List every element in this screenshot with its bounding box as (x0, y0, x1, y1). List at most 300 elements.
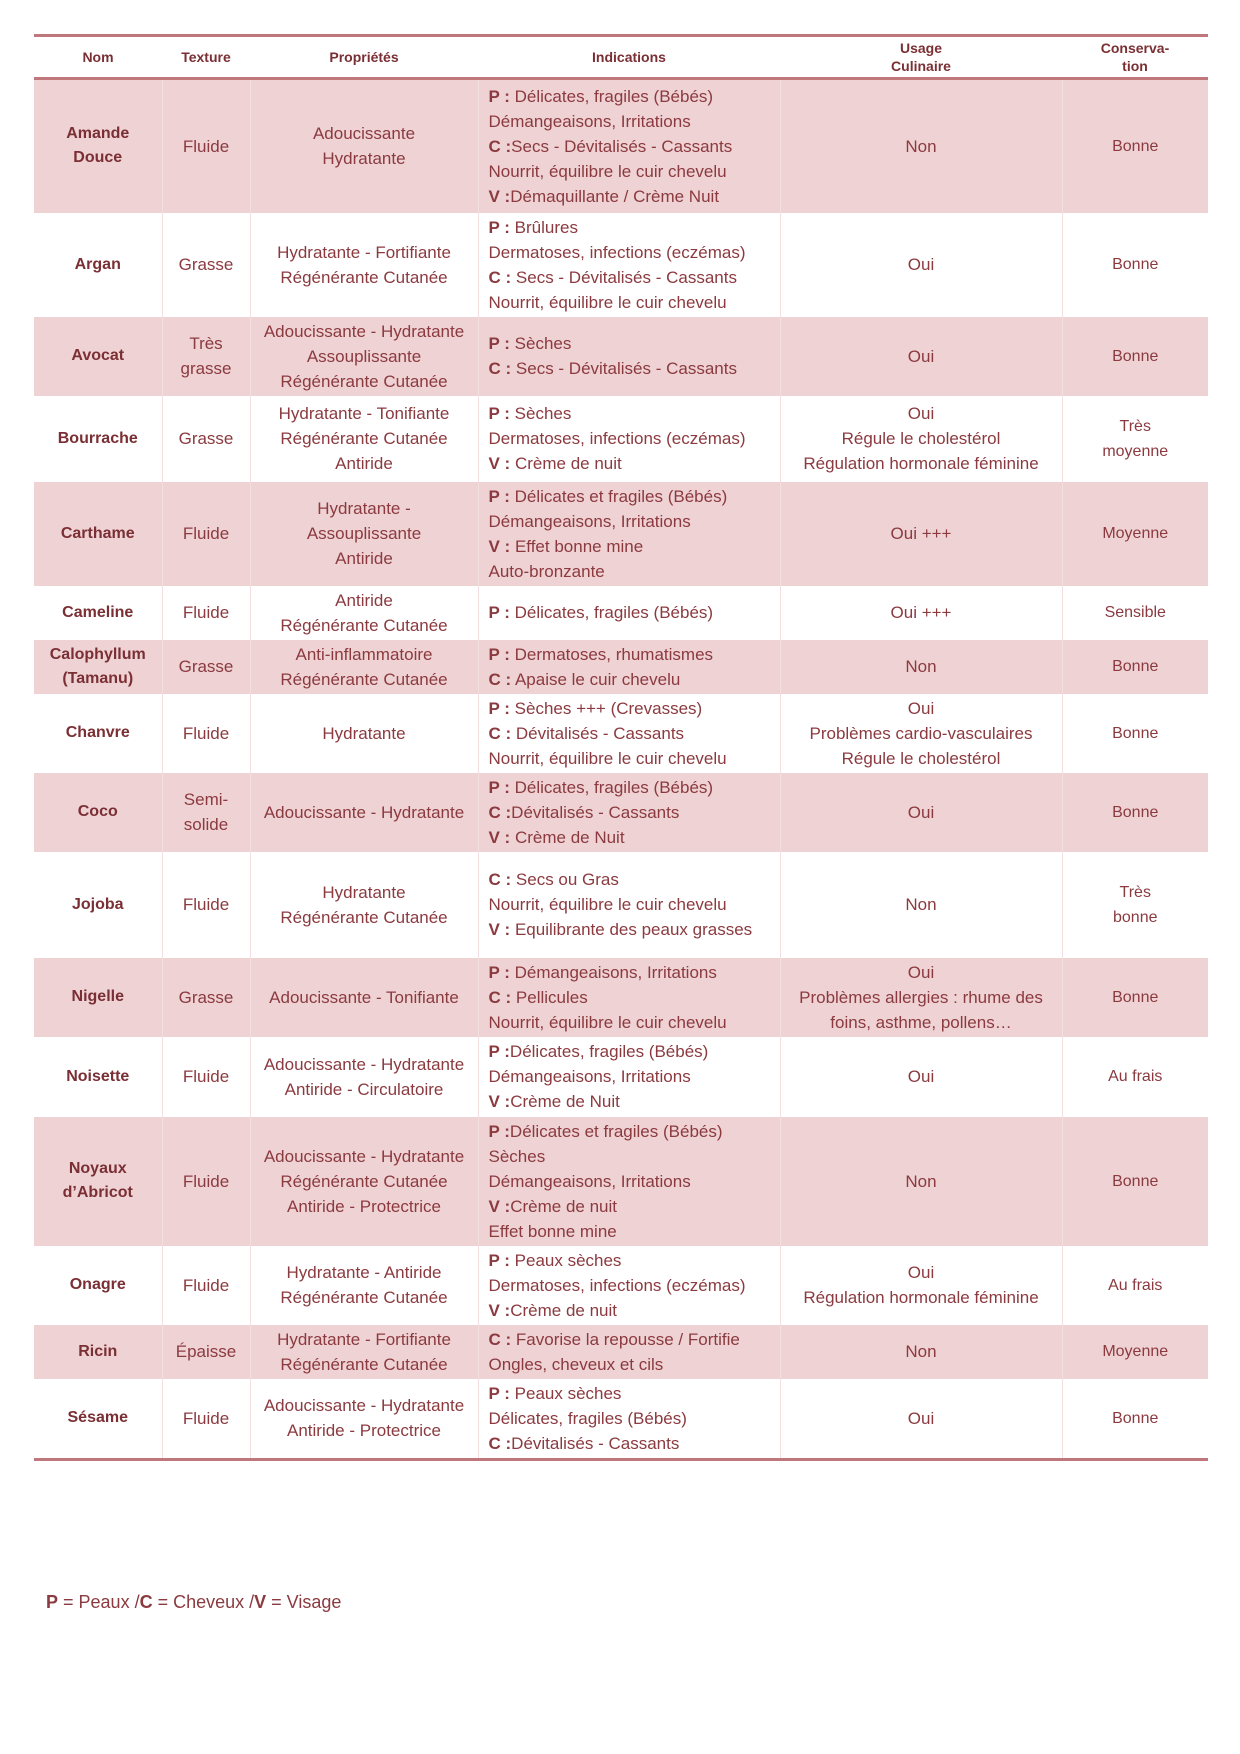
cell-conservation-line: bonne (1113, 908, 1158, 926)
cell-texture-line: grasse (180, 359, 232, 378)
cell-texture-line: Fluide (182, 603, 230, 622)
cell-usage-line: Non (905, 895, 937, 914)
cell-texture (162, 586, 250, 640)
indication-text: Equilibrante des peaux grasses (510, 920, 753, 939)
cell-texture-line: Épaisse (175, 1342, 237, 1361)
cell-proprietes-line: Anti-inflammatoire (295, 644, 433, 664)
cell-texture-line: Grasse (178, 255, 234, 274)
header-nom: Nom (82, 49, 114, 65)
cell-conservation (1062, 958, 1208, 1037)
indication-line (489, 1273, 776, 1298)
indication-line (489, 1064, 776, 1089)
indication-text: Nourrit, équilibre le cuir chevelu (488, 1012, 727, 1032)
indication-line (489, 401, 776, 426)
header-indications: Indications (592, 49, 666, 65)
cell-texture-line: solide (183, 815, 229, 834)
indication-text: Crème de nuit (510, 1300, 618, 1320)
cell-proprietes-line: Régénérante Cutanée (280, 371, 448, 391)
table-row (34, 852, 1208, 958)
cell-nom (34, 958, 162, 1037)
cell-proprietes-line: Régénérante Cutanée (280, 615, 448, 635)
cell-proprietes-line: Hydratante - Tonifiante (278, 404, 450, 423)
cell-usage (780, 694, 1062, 773)
indication-text: Secs ou Gras (511, 870, 619, 889)
cell-nom (34, 640, 162, 694)
cell-proprietes-line: Adoucissante - Hydratante (263, 1396, 465, 1415)
cell-texture-line: Fluide (182, 1171, 230, 1191)
indication-text: Peaux sèches (509, 1250, 622, 1270)
indication-line (489, 215, 776, 240)
cell-usage-line: Oui (907, 962, 935, 982)
cell-usage (780, 640, 1062, 694)
cell-proprietes (250, 317, 478, 396)
cell-nom-line: d’Abricot (62, 1184, 133, 1201)
indication-text: Dermatoses, infections (eczémas) (488, 1275, 746, 1295)
cell-usage-line: Non (905, 1342, 937, 1361)
cell-proprietes-line: Adoucissante - Tonifiante (269, 987, 459, 1007)
table-row (34, 773, 1208, 852)
cell-usage (780, 1246, 1062, 1325)
indication-text: Sèches (509, 334, 572, 353)
cell-conservation-line: Bonne (1112, 256, 1159, 273)
indication-line (489, 1144, 776, 1169)
cell-proprietes (250, 852, 478, 958)
indication-line (489, 1248, 776, 1273)
indication-line (489, 696, 776, 721)
cell-texture (162, 1379, 250, 1460)
cell-texture (162, 79, 250, 213)
cell-nom-line: Douce (73, 149, 123, 167)
cell-proprietes (250, 640, 478, 694)
indication-label: P : (488, 1250, 510, 1270)
indication-line (489, 600, 776, 625)
table-body (34, 79, 1208, 1460)
cell-proprietes-line: Hydratante - Antiride (286, 1263, 442, 1282)
cell-nom (34, 773, 162, 852)
indication-text: Dévitalisés - Cassants (511, 1433, 680, 1453)
cell-proprietes-line: Régénérante Cutanée (280, 1354, 448, 1374)
cell-proprietes-line: Régénérante Cutanée (280, 1171, 448, 1191)
cell-texture-line: Fluide (182, 524, 230, 543)
cell-nom-line: Amande (66, 125, 130, 143)
cell-conservation (1062, 1325, 1208, 1379)
cell-proprietes-line: Régénérante Cutanée (280, 267, 448, 287)
indication-label: C : (488, 1433, 512, 1453)
indication-text: Nourrit, équilibre le cuir chevelu (488, 895, 727, 914)
header-usage-line: Usage (899, 40, 943, 56)
indication-line (489, 1089, 776, 1114)
cell-proprietes (250, 1379, 478, 1460)
cell-texture-line: Grasse (178, 987, 234, 1007)
cell-proprietes-line: Antiride - Protectrice (287, 1421, 441, 1440)
cell-texture-line: Semi- (183, 790, 229, 809)
table-row (34, 396, 1208, 482)
cell-nom (34, 852, 162, 958)
indication-line (489, 867, 776, 892)
cell-usage-line: Régulation hormonale féminine (803, 1288, 1039, 1307)
cell-usage-line: Oui (907, 1408, 935, 1428)
indication-text: Crème de Nuit (510, 1092, 620, 1111)
cell-conservation (1062, 640, 1208, 694)
cell-usage-line: Oui (907, 255, 935, 274)
table-row (34, 640, 1208, 694)
cell-proprietes-line: Régénérante Cutanée (280, 907, 448, 927)
cell-usage (780, 1037, 1062, 1117)
cell-indications (478, 694, 780, 773)
cell-proprietes-line: Antiride - Protectrice (287, 1196, 441, 1216)
cell-proprietes (250, 482, 478, 586)
cell-nom-line: Avocat (71, 347, 125, 364)
cell-nom (34, 1246, 162, 1325)
indication-line (489, 1010, 776, 1035)
cell-indications (478, 396, 780, 482)
cell-usage (780, 79, 1062, 213)
indication-text: Crème de nuit (510, 454, 622, 473)
table-row (34, 482, 1208, 586)
indication-text: Nourrit, équilibre le cuir chevelu (488, 292, 727, 312)
indication-label: P : (488, 777, 510, 797)
indication-line (489, 534, 776, 559)
cell-texture (162, 317, 250, 396)
indication-line (489, 721, 776, 746)
cell-texture (162, 396, 250, 482)
indication-text: Pellicules (511, 987, 588, 1007)
cell-conservation-line: Bonne (1112, 347, 1159, 365)
cell-conservation-line: Bonne (1112, 137, 1159, 155)
indication-label: P : (488, 962, 510, 982)
cell-proprietes-line: Régénérante Cutanée (280, 429, 448, 448)
cell-usage (780, 773, 1062, 852)
cell-proprietes (250, 396, 478, 482)
cell-usage-line: Non (905, 1171, 937, 1191)
cell-conservation-line: moyenne (1102, 442, 1169, 460)
cell-nom (34, 396, 162, 482)
oils-table (34, 34, 1208, 1461)
indication-text: Effet bonne mine (488, 1221, 617, 1241)
cell-usage (780, 958, 1062, 1037)
cell-proprietes-line: Régénérante Cutanée (280, 669, 448, 689)
indication-text: Secs - Dévitalisés - Cassants (511, 267, 737, 287)
cell-conservation (1062, 213, 1208, 317)
indication-line (489, 265, 776, 290)
cell-nom-line: Noisette (66, 1067, 130, 1085)
indication-text: Démangeaisons, Irritations (488, 1067, 691, 1086)
cell-nom-line: Jojoba (71, 895, 124, 913)
indication-line (489, 1406, 776, 1431)
indication-line (489, 109, 776, 134)
indication-text: Secs - Dévitalisés - Cassants (511, 136, 733, 156)
header-conservation-line: Conserva- (1100, 40, 1170, 56)
indication-label: C : (488, 267, 512, 287)
indication-text: Démangeaisons, Irritations (488, 111, 691, 131)
indication-line (489, 1194, 776, 1219)
cell-usage-line: Oui (907, 1263, 935, 1282)
indication-line (489, 356, 776, 381)
cell-conservation (1062, 852, 1208, 958)
cell-conservation-line: Bonne (1112, 724, 1159, 742)
cell-usage (780, 317, 1062, 396)
cell-usage (780, 482, 1062, 586)
indication-label: C : (488, 136, 512, 156)
indication-text: Brûlures (509, 217, 578, 237)
cell-usage-line: Oui (907, 346, 935, 366)
cell-proprietes-line: Adoucissante - Hydratante (263, 802, 465, 822)
indication-label: P : (488, 86, 510, 106)
header-usage-line: Culinaire (891, 58, 951, 74)
indication-line (489, 985, 776, 1010)
indication-line (489, 1169, 776, 1194)
indication-line (489, 134, 776, 159)
cell-usage-line: Non (905, 136, 937, 156)
cell-nom-line: Nigelle (71, 988, 124, 1005)
cell-indications (478, 1379, 780, 1460)
cell-proprietes-line: Antiride (335, 454, 393, 473)
indication-text: Sèches (509, 404, 572, 423)
cell-proprietes (250, 586, 478, 640)
table-row (34, 79, 1208, 213)
indication-text: Apaise le cuir chevelu (511, 669, 681, 689)
cell-conservation-line: Au frais (1108, 1068, 1163, 1085)
cell-indications (478, 773, 780, 852)
indication-line (489, 159, 776, 184)
cell-texture-line: Fluide (182, 1275, 230, 1295)
indication-line (489, 331, 776, 356)
cell-proprietes-line: Hydratante (322, 882, 406, 902)
cell-proprietes (250, 773, 478, 852)
table-row (34, 1379, 1208, 1460)
indication-line (489, 667, 776, 692)
indication-text: Ongles, cheveux et cils (488, 1354, 664, 1374)
cell-conservation-line: Bonne (1112, 658, 1159, 675)
cell-indications (478, 1037, 780, 1117)
cell-texture-line: Fluide (182, 723, 230, 743)
indication-label: C : (488, 669, 512, 689)
table-row (34, 1117, 1208, 1246)
indication-line (489, 451, 776, 476)
cell-proprietes-line: Adoucissante (312, 124, 416, 144)
cell-texture (162, 852, 250, 958)
cell-nom-line: Noyaux (68, 1160, 127, 1177)
indication-text: Sèches (488, 1146, 546, 1166)
indication-text: Nourrit, équilibre le cuir chevelu (488, 161, 727, 181)
cell-indications (478, 1117, 780, 1246)
indication-text: Dermatoses, infections (eczémas) (488, 242, 746, 262)
cell-nom (34, 694, 162, 773)
indication-text: Démangeaisons, Irritations (488, 1171, 691, 1191)
cell-proprietes-line: Adoucissante - Hydratante (263, 1146, 465, 1166)
cell-texture (162, 1037, 250, 1117)
cell-conservation-line: Bonne (1112, 1409, 1159, 1427)
header-usage (780, 36, 1062, 79)
cell-proprietes-line: Adoucissante - Hydratante (263, 1054, 465, 1074)
indication-text: Délicates, fragiles (Bébés) (509, 1042, 709, 1061)
cell-indications (478, 482, 780, 586)
cell-usage (780, 586, 1062, 640)
cell-proprietes-line: Hydratante - Fortifiante (277, 1329, 451, 1349)
legend-c-text: = Cheveux / (152, 1592, 255, 1612)
cell-texture-line: Fluide (182, 136, 230, 156)
table-row (34, 213, 1208, 317)
indication-text: Délicates, fragiles (Bébés) (509, 86, 714, 106)
legend-v-key: V (254, 1592, 267, 1612)
indication-text: Démangeaisons, Irritations (488, 511, 691, 531)
header-conservation-line: tion (1122, 58, 1148, 74)
cell-conservation (1062, 317, 1208, 396)
cell-indications (478, 640, 780, 694)
cell-conservation-line: Très (1119, 417, 1151, 435)
cell-nom (34, 213, 162, 317)
indication-label: P : (488, 644, 510, 664)
cell-proprietes-line: Régénérante Cutanée (280, 1288, 448, 1307)
indication-label: V : (488, 827, 511, 847)
cell-proprietes-line: Hydratante (322, 149, 406, 169)
indication-line (489, 1298, 776, 1323)
indication-line (489, 960, 776, 985)
cell-texture (162, 640, 250, 694)
indication-text: Délicates et fragiles (Bébés) (509, 486, 728, 506)
cell-conservation (1062, 396, 1208, 482)
indication-text: Dévitalisés - Cassants (511, 723, 685, 743)
cell-proprietes-line: Hydratante (322, 723, 406, 743)
indication-text: Dévitalisés - Cassants (511, 802, 680, 822)
cell-proprietes-line: Assouplissante (306, 524, 422, 543)
cell-nom (34, 482, 162, 586)
indication-text: Délicates, fragiles (Bébés) (509, 603, 714, 622)
indication-label: V : (488, 1300, 511, 1320)
cell-nom-line: Onagre (69, 1276, 126, 1293)
table-row (34, 1325, 1208, 1379)
indication-text: Nourrit, équilibre le cuir chevelu (488, 748, 727, 768)
indication-line (489, 484, 776, 509)
indication-label: C : (488, 723, 512, 743)
table-row (34, 1037, 1208, 1117)
cell-conservation-line: Au frais (1108, 1276, 1163, 1294)
cell-nom (34, 1379, 162, 1460)
indication-text: Crème de Nuit (510, 827, 625, 847)
indication-label: C : (488, 987, 512, 1007)
indication-label: C : (488, 1329, 512, 1349)
legend (46, 1592, 341, 1613)
cell-proprietes (250, 694, 478, 773)
cell-usage-line: Non (905, 657, 937, 676)
cell-nom (34, 1037, 162, 1117)
cell-texture-line: Fluide (182, 1067, 230, 1086)
cell-usage (780, 1379, 1062, 1460)
cell-usage-line: Oui (907, 698, 935, 718)
indication-text: Dermatoses, rhumatismes (509, 644, 714, 664)
cell-proprietes (250, 1117, 478, 1246)
cell-texture (162, 958, 250, 1037)
cell-usage (780, 396, 1062, 482)
cell-texture-line: Fluide (182, 1408, 230, 1428)
legend-c-key: C (139, 1592, 153, 1612)
cell-proprietes-line: Antiride (335, 590, 393, 610)
indication-label: P : (488, 603, 510, 622)
cell-proprietes (250, 1325, 478, 1379)
cell-indications (478, 852, 780, 958)
indication-line (489, 184, 776, 209)
cell-nom-line: Chanvre (65, 724, 130, 741)
indication-line (489, 1381, 776, 1406)
cell-conservation (1062, 586, 1208, 640)
indication-line (489, 775, 776, 800)
cell-nom-line: Cameline (62, 603, 134, 621)
header-conservation (1062, 36, 1208, 79)
indication-label: C : (488, 802, 512, 822)
cell-nom-line: Argan (74, 255, 121, 273)
indication-line (489, 1327, 776, 1352)
cell-nom-line: Sésame (67, 1409, 128, 1426)
indication-line (489, 825, 776, 850)
indication-text: Auto-bronzante (488, 561, 605, 581)
indication-line (489, 426, 776, 451)
indication-label: P : (488, 404, 510, 423)
cell-conservation-line: Bonne (1112, 803, 1159, 821)
cell-indications (478, 586, 780, 640)
cell-conservation (1062, 1246, 1208, 1325)
cell-proprietes-line: Hydratante - (317, 499, 411, 518)
indication-text: Délicates, fragiles (Bébés) (488, 1408, 687, 1428)
header-proprietes: Propriétés (329, 49, 399, 65)
cell-texture-line: Grasse (178, 429, 234, 448)
cell-proprietes (250, 1037, 478, 1117)
indication-line (489, 1352, 776, 1377)
indication-line (489, 1119, 776, 1144)
table-header-row (34, 36, 1208, 79)
cell-usage-line: Régule le cholestérol (841, 429, 1001, 448)
table-row (34, 317, 1208, 396)
cell-proprietes-line: Hydratante - Fortifiante (277, 242, 451, 262)
indication-line (489, 84, 776, 109)
indication-label: V : (488, 454, 511, 473)
cell-conservation (1062, 1379, 1208, 1460)
cell-nom (34, 1117, 162, 1246)
indication-label: P : (488, 1383, 510, 1403)
cell-usage-line: Problèmes cardio-vasculaires (809, 723, 1033, 743)
indication-label: P : (488, 698, 510, 718)
cell-usage-line: Régulation hormonale féminine (803, 454, 1039, 473)
cell-proprietes-line: Antiride (335, 549, 393, 568)
indication-label: P : (488, 1042, 510, 1061)
indication-line (489, 290, 776, 315)
cell-texture-line: Fluide (182, 895, 230, 914)
indication-text: Démangeaisons, Irritations (509, 962, 717, 982)
indication-text: Délicates, fragiles (Bébés) (509, 777, 714, 797)
cell-indications (478, 1325, 780, 1379)
indication-label: P : (488, 486, 510, 506)
cell-conservation-line: Bonne (1112, 988, 1159, 1006)
cell-nom-line: Ricin (78, 1342, 118, 1360)
cell-usage (780, 213, 1062, 317)
cell-nom (34, 317, 162, 396)
cell-texture-line: Très (189, 334, 223, 353)
cell-usage-line: Régule le cholestérol (841, 748, 1001, 768)
cell-conservation-line: Moyenne (1102, 1343, 1169, 1360)
indication-label: V : (488, 920, 511, 939)
cell-nom-line: Coco (77, 803, 118, 820)
legend-v-text: = Visage (266, 1592, 342, 1612)
indication-label: V : (488, 1092, 511, 1111)
indication-text: Crème de nuit (510, 1196, 618, 1216)
cell-proprietes-line: Adoucissante - Hydratante (263, 321, 465, 341)
cell-texture (162, 1117, 250, 1246)
cell-nom-line: Calophyllum (49, 645, 146, 663)
cell-proprietes-line: Assouplissante (306, 346, 422, 366)
cell-usage-line: Oui +++ (890, 524, 952, 543)
cell-proprietes (250, 958, 478, 1037)
indication-label: V : (488, 536, 511, 556)
cell-proprietes (250, 79, 478, 213)
